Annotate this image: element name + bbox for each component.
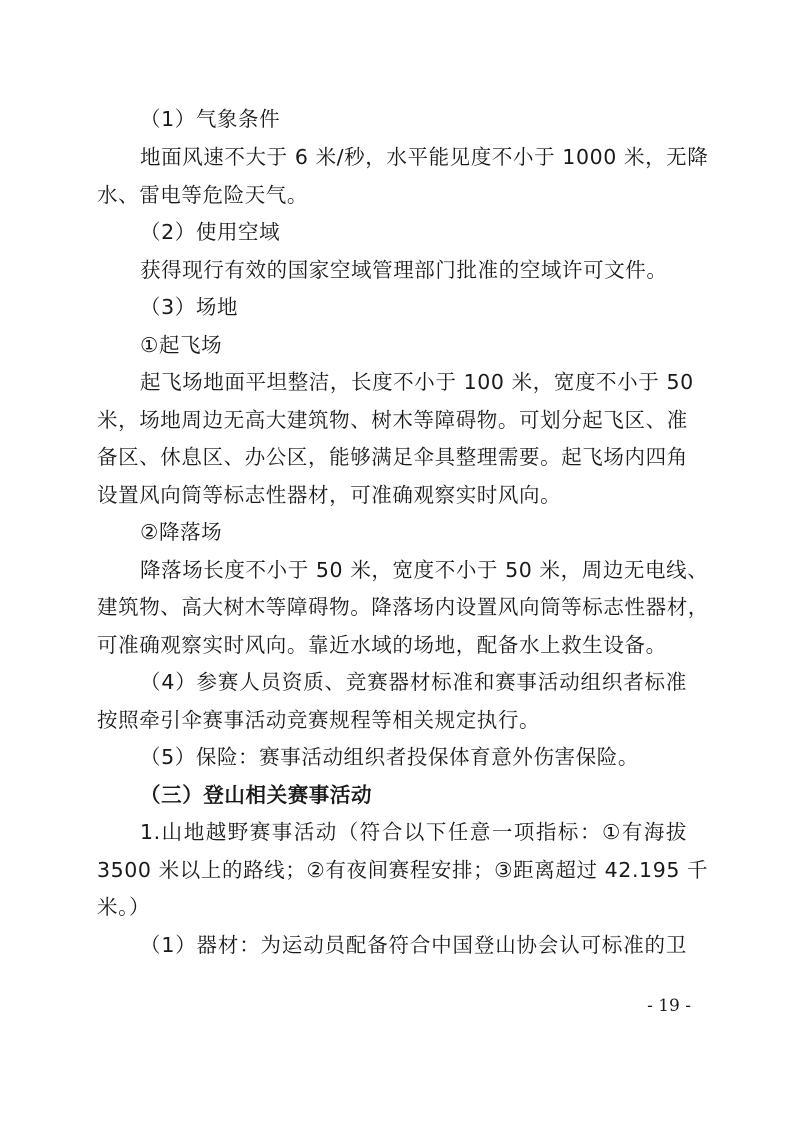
paragraph-line: 水、雷电等危险天气。 <box>97 183 308 207</box>
subheading-takeoff-field: ①起飞场 <box>140 333 223 357</box>
paragraph-line: 按照牵引伞赛事活动竞赛规程等相关规定执行。 <box>97 708 541 732</box>
paragraph-line: 3500 米以上的路线；②有夜间赛程安排；③距离超过 42.195 千 <box>97 858 709 882</box>
section-heading-mountaineering: （三）登山相关赛事活动 <box>140 783 373 807</box>
paragraph-line: 1.山地越野赛事活动（符合以下任意一项指标：①有海拔 <box>140 820 687 844</box>
paragraph-line: 地面风速不大于 6 米/秒，水平能见度不小于 1000 米，无降 <box>140 145 709 169</box>
heading-qualifications: （4）参赛人员资质、竞赛器材标准和赛事活动组织者标准 <box>140 670 687 694</box>
heading-venue: （3）场地 <box>140 295 239 319</box>
heading-insurance: （5）保险：赛事活动组织者投保体育意外伤害保险。 <box>140 745 639 769</box>
paragraph-line: 米。） <box>97 895 151 919</box>
heading-weather: （1）气象条件 <box>140 107 281 131</box>
paragraph-line: 设置风向筒等标志性器材，可准确观察实时风向。 <box>97 483 562 507</box>
paragraph-line: 获得现行有效的国家空域管理部门批准的空域许可文件。 <box>140 258 668 282</box>
heading-equipment: （1）器材：为运动员配备符合中国登山协会认可标准的卫 <box>140 933 687 957</box>
paragraph-line: 备区、休息区、办公区，能够满足伞具整理需要。起飞场内四角 <box>97 445 688 469</box>
paragraph-line: 建筑物、高大树木等障碍物。降落场内设置风向筒等标志性器材， <box>97 595 709 619</box>
paragraph-line: 米，场地周边无高大建筑物、树木等障碍物。可划分起飞区、准 <box>97 408 688 432</box>
paragraph-line: 降落场长度不小于 50 米，宽度不小于 50 米，周边无电线、 <box>140 558 709 582</box>
paragraph-line: 起飞场地面平坦整洁，长度不小于 100 米，宽度不小于 50 <box>140 370 694 394</box>
page-number: - 19 - <box>647 996 691 1016</box>
subheading-landing-field: ②降落场 <box>140 520 223 544</box>
heading-airspace: （2）使用空域 <box>140 220 281 244</box>
paragraph-line: 可准确观察实时风向。靠近水域的场地，配备水上救生设备。 <box>97 633 667 657</box>
